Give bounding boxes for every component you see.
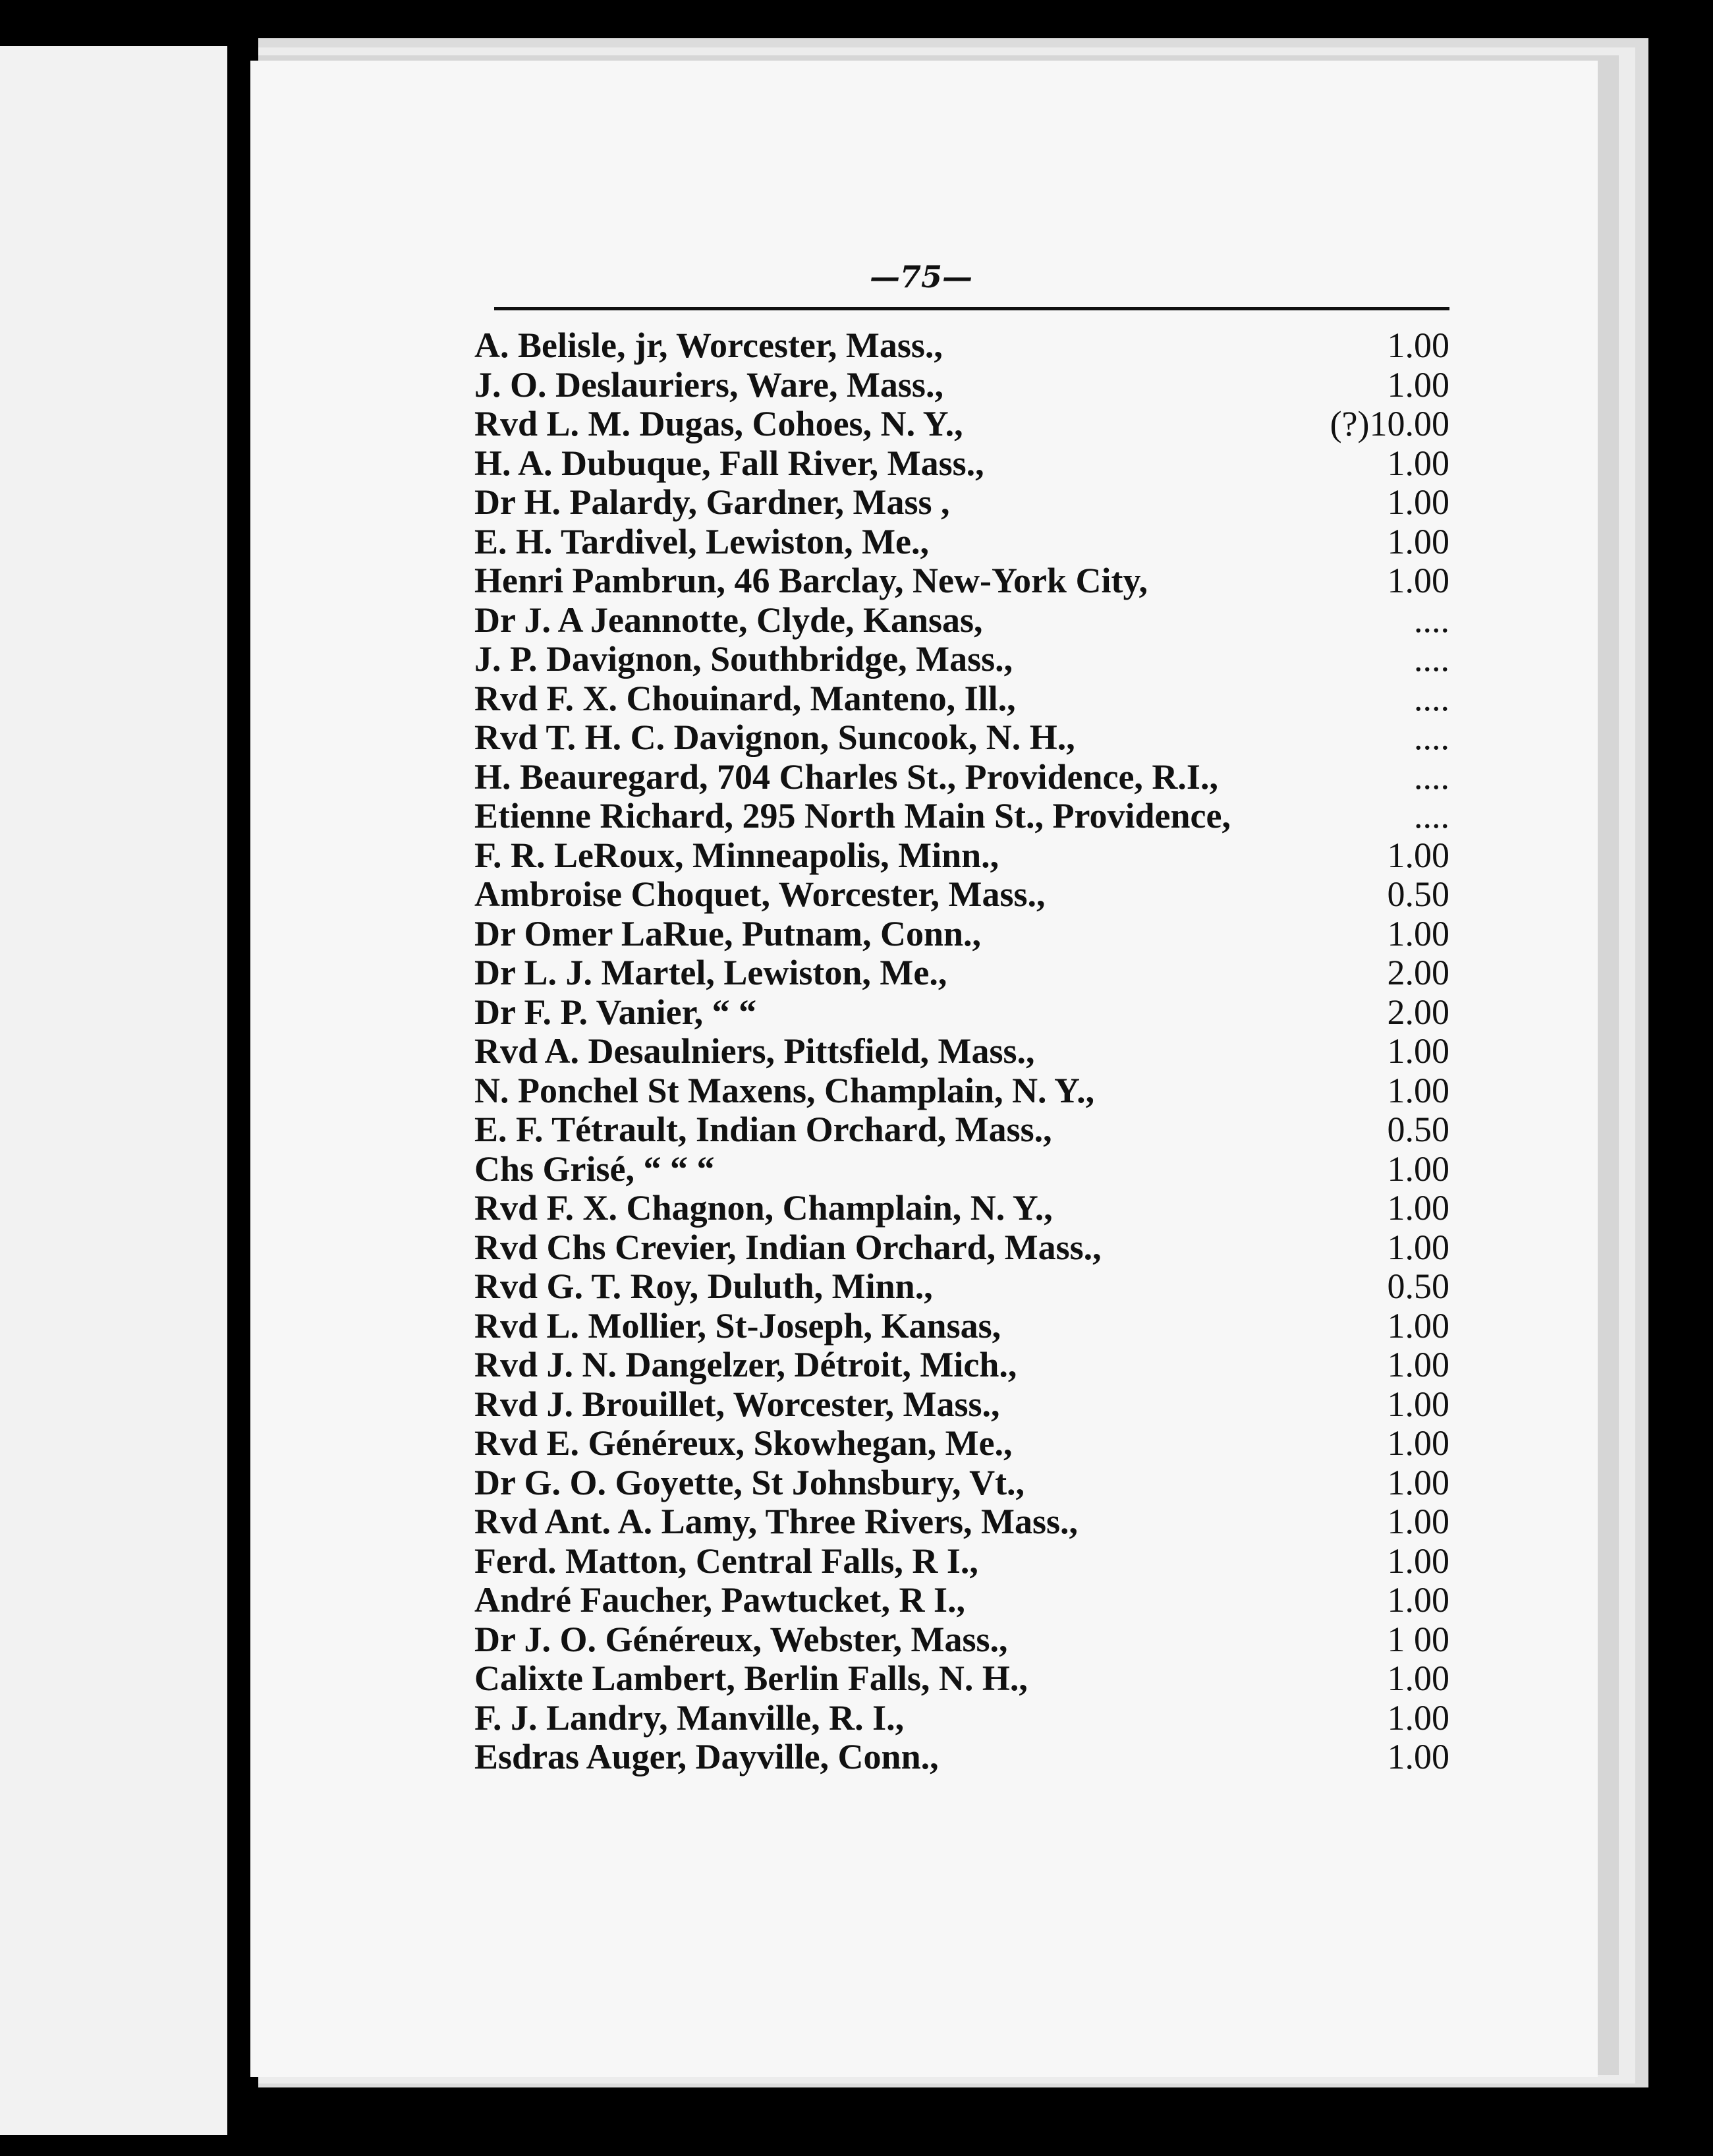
entry-amount: 1 00 <box>1387 1619 1449 1659</box>
list-item <box>474 1463 1449 1503</box>
entry-name: E. F. Tétrault, Indian Orchard, Mass., <box>474 1110 1052 1149</box>
entry-name: E. H. Tardivel, Lewiston, Me., <box>474 521 930 561</box>
entry-amount: 1.00 <box>1387 835 1449 875</box>
entry-amount: .... <box>1414 796 1449 836</box>
entry-amount: 1.00 <box>1387 1188 1449 1228</box>
list-item <box>474 326 1449 366</box>
entry-amount: .... <box>1414 756 1449 797</box>
list-item <box>474 1071 1449 1111</box>
list-item <box>474 405 1449 444</box>
list-item <box>474 1581 1449 1620</box>
list-item <box>474 953 1449 993</box>
entry-name: Ambroise Choquet, Worcester, Mass., <box>474 874 1046 914</box>
entry-amount: 1.00 <box>1387 561 1449 600</box>
entry-name: F. J. Landry, Manville, R. I., <box>474 1697 905 1738</box>
list-item <box>474 1542 1449 1581</box>
entry-name: Rvd Ant. A. Lamy, Three Rivers, Mass., <box>474 1502 1079 1541</box>
entry-amount: 0.50 <box>1387 874 1449 914</box>
entry-name: H. A. Dubuque, Fall River, Mass., <box>474 443 984 483</box>
list-item <box>474 1620 1449 1660</box>
subscriber-list <box>474 326 1449 1777</box>
entry-amount: 1.00 <box>1387 1697 1449 1738</box>
list-item <box>474 1659 1449 1699</box>
entry-amount: 1.00 <box>1387 1423 1449 1463</box>
entry-name: Ferd. Matton, Central Falls, R I., <box>474 1541 978 1581</box>
entry-name: Dr F. P. Vanier, “ “ <box>474 992 757 1032</box>
entry-name: André Faucher, Pawtucket, R I., <box>474 1580 965 1620</box>
entry-amount: 1.00 <box>1387 1149 1449 1189</box>
list-item <box>474 875 1449 915</box>
entry-name: Rvd Chs Crevier, Indian Orchard, Mass., <box>474 1227 1102 1267</box>
entry-amount: 1.00 <box>1387 1384 1449 1424</box>
list-item <box>474 1424 1449 1463</box>
list-item <box>474 366 1449 405</box>
entry-amount: 1.00 <box>1387 1462 1449 1502</box>
list-item <box>474 523 1449 562</box>
list-item <box>474 1346 1449 1385</box>
list-item <box>474 483 1449 523</box>
entry-name: J. O. Deslauriers, Ware, Mass., <box>474 364 943 405</box>
entry-amount: 1.00 <box>1387 443 1449 483</box>
list-item <box>474 561 1449 601</box>
entry-name: Rvd F. X. Chouinard, Manteno, Ill., <box>474 678 1016 718</box>
entry-name: Rvd L. M. Dugas, Cohoes, N. Y., <box>474 404 963 443</box>
entry-name: Calixte Lambert, Berlin Falls, N. H., <box>474 1659 1028 1698</box>
entry-name: J. P. Davignon, Southbridge, Mass., <box>474 639 1013 679</box>
entry-name: A. Belisle, jr, Worcester, Mass., <box>474 326 943 365</box>
entry-amount: 1.00 <box>1387 1541 1449 1581</box>
entry-name: Rvd L. Mollier, St-Joseph, Kansas, <box>474 1305 1001 1346</box>
list-item <box>474 640 1449 679</box>
list-item <box>474 797 1449 836</box>
entry-amount: .... <box>1414 600 1449 640</box>
facing-page-edge <box>0 46 227 2135</box>
list-item <box>474 601 1449 640</box>
entry-amount: 1.00 <box>1387 326 1449 365</box>
entry-amount: 2.00 <box>1387 953 1449 992</box>
entry-name: Rvd F. X. Chagnon, Champlain, N. Y., <box>474 1188 1053 1228</box>
entry-amount: 0.50 <box>1387 1110 1449 1149</box>
entry-name: Rvd E. Généreux, Skowhegan, Me., <box>474 1423 1013 1463</box>
list-item <box>474 444 1449 484</box>
entry-amount: 2.00 <box>1387 992 1449 1032</box>
list-item <box>474 758 1449 797</box>
entry-name: Dr G. O. Goyette, St Johnsbury, Vt., <box>474 1462 1025 1502</box>
entry-name: Rvd J. Brouillet, Worcester, Mass., <box>474 1384 1000 1424</box>
entry-amount: 1.00 <box>1387 913 1449 953</box>
entry-name: Dr L. J. Martel, Lewiston, Me., <box>474 953 947 992</box>
entry-amount: 0.50 <box>1387 1266 1449 1306</box>
entry-name: Rvd A. Desaulniers, Pittsfield, Mass., <box>474 1031 1035 1071</box>
entry-amount: 1.00 <box>1387 1070 1449 1110</box>
list-item <box>474 1150 1449 1189</box>
entry-amount: 1.00 <box>1387 1031 1449 1071</box>
entry-name: Esdras Auger, Dayville, Conn., <box>474 1737 939 1776</box>
entry-name: Rvd G. T. Roy, Duluth, Minn., <box>474 1266 933 1306</box>
entry-amount: 1.00 <box>1387 1345 1449 1384</box>
entry-amount: 1.00 <box>1387 1227 1449 1267</box>
entry-name: Chs Grisé, “ “ “ <box>474 1149 715 1189</box>
header-rule <box>494 307 1449 310</box>
page-number: —75— <box>870 259 973 295</box>
entry-amount: 1.00 <box>1387 482 1449 522</box>
list-item <box>474 1307 1449 1346</box>
entry-name: Rvd T. H. C. Davignon, Suncook, N. H., <box>474 718 1075 757</box>
list-item <box>474 1385 1449 1425</box>
entry-amount: 1.00 <box>1387 521 1449 561</box>
list-item <box>474 915 1449 954</box>
entry-name: Dr Omer LaRue, Putnam, Conn., <box>474 913 982 953</box>
list-item <box>474 1699 1449 1738</box>
list-item <box>474 1189 1449 1228</box>
list-item <box>474 1110 1449 1150</box>
entry-name: Dr J. A Jeannotte, Clyde, Kansas, <box>474 600 983 640</box>
entry-name: Dr H. Palardy, Gardner, Mass , <box>474 482 950 522</box>
entry-amount: (?)10.00 <box>1330 404 1449 443</box>
entry-amount: 1.00 <box>1387 1737 1449 1776</box>
list-item <box>474 1267 1449 1307</box>
entry-amount: 1.00 <box>1387 1502 1449 1541</box>
list-item <box>474 993 1449 1033</box>
list-item <box>474 679 1449 719</box>
entry-amount: .... <box>1414 718 1449 757</box>
entry-name: F. R. LeRoux, Minneapolis, Minn., <box>474 835 999 875</box>
list-item <box>474 718 1449 758</box>
list-item <box>474 1738 1449 1777</box>
list-item <box>474 1502 1449 1542</box>
entry-name: Dr J. O. Généreux, Webster, Mass., <box>474 1619 1008 1659</box>
entry-amount: .... <box>1414 678 1449 718</box>
entry-name: Etienne Richard, 295 North Main St., Providence, <box>474 796 1231 836</box>
entry-name: N. Ponchel St Maxens, Champlain, N. Y., <box>474 1070 1095 1110</box>
list-item <box>474 1228 1449 1268</box>
entry-amount: 1.00 <box>1387 364 1449 405</box>
entry-amount: 1.00 <box>1387 1659 1449 1698</box>
list-item <box>474 836 1449 876</box>
entry-name: Rvd J. N. Dangelzer, Détroit, Mich., <box>474 1345 1017 1384</box>
list-item <box>474 1032 1449 1071</box>
entry-amount: 1.00 <box>1387 1580 1449 1620</box>
entry-name: Henri Pambrun, 46 Barclay, New-York City, <box>474 561 1148 600</box>
entry-name: H. Beauregard, 704 Charles St., Providence, R.I., <box>474 756 1218 797</box>
entry-amount: .... <box>1414 639 1449 679</box>
entry-amount: 1.00 <box>1387 1305 1449 1346</box>
